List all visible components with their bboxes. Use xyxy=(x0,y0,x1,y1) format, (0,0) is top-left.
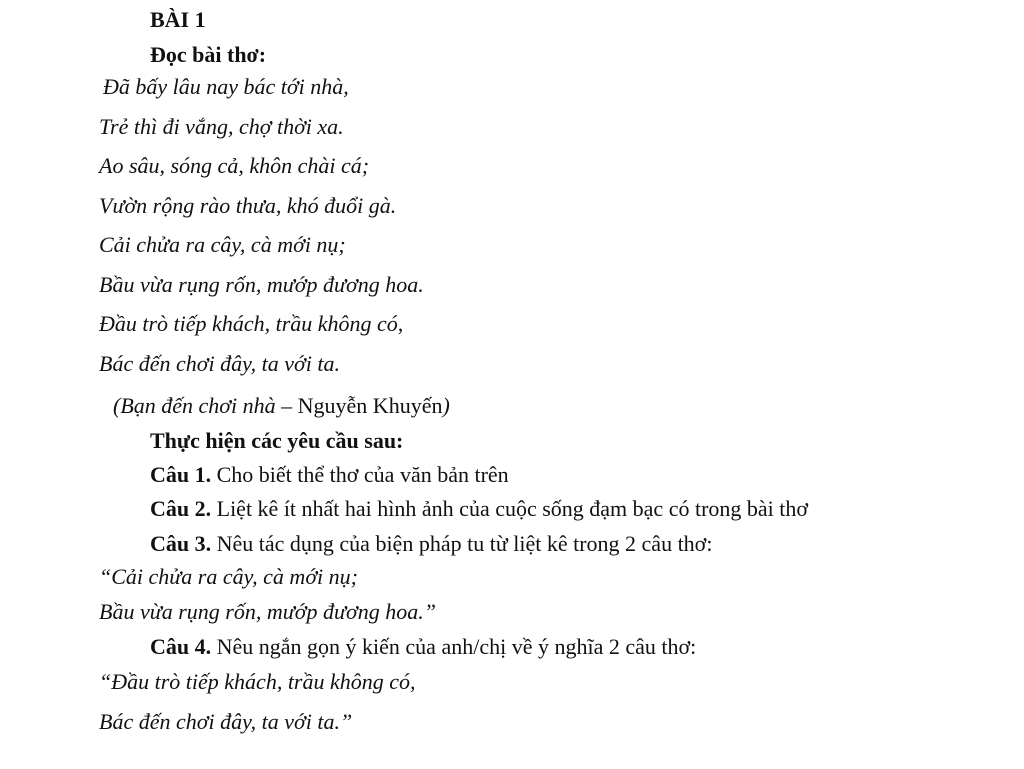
source-open: ( xyxy=(113,393,121,418)
poem-line: Đầu trò tiếp khách, trầu không có, xyxy=(99,311,404,336)
question-3 xyxy=(150,533,712,555)
read-heading: Đọc bài thơ: xyxy=(150,42,267,67)
source-author: Nguyễn Khuyến xyxy=(297,393,443,418)
question-label: Câu 4. xyxy=(150,634,212,659)
question-text: Liệt kê ít nhất hai hình ảnh của cuộc sống đạm bạc có trong bài thơ xyxy=(211,496,809,521)
source-work: Bạn đến chơi nhà xyxy=(120,393,276,418)
poem-line: Cải chửa ra cây, cà mới nụ; xyxy=(99,232,346,257)
poem-line: Trẻ thì đi vắng, chợ thời xa. xyxy=(99,114,344,139)
quote-line: Bác đến chơi đây, ta với ta.” xyxy=(99,709,353,734)
question-text: Cho biết thể thơ của văn bản trên xyxy=(211,462,509,487)
poem-line: Ao sâu, sóng cả, khôn chài cá; xyxy=(99,153,370,178)
poem-line: Đã bấy lâu nay bác tới nhà, xyxy=(103,74,349,99)
question-label: Câu 2. xyxy=(150,496,212,521)
question-4 xyxy=(150,636,696,658)
quote-line: “Đầu trò tiếp khách, trầu không có, xyxy=(99,669,416,694)
question-label: Câu 3. xyxy=(150,531,212,556)
question-text: Nêu tác dụng của biện pháp tu từ liệt kê trong 2 câu thơ: xyxy=(211,531,713,556)
source-sep: – xyxy=(275,393,298,418)
exercise-title: BÀI 1 xyxy=(150,7,206,32)
tasks-heading: Thực hiện các yêu cầu sau: xyxy=(150,428,404,453)
question-text: Nêu ngắn gọn ý kiến của anh/chị về ý nghĩa 2 câu thơ: xyxy=(211,634,697,659)
poem-source xyxy=(113,395,450,417)
question-1 xyxy=(150,464,509,486)
source-close: ) xyxy=(442,393,450,418)
poem-line: Bác đến chơi đây, ta với ta. xyxy=(99,351,340,376)
question-label: Câu 1. xyxy=(150,462,212,487)
poem-line: Bầu vừa rụng rốn, mướp đương hoa. xyxy=(99,272,424,297)
quote-line: “Cải chửa ra cây, cà mới nụ; xyxy=(99,564,358,589)
question-2 xyxy=(150,498,808,520)
quote-line: Bầu vừa rụng rốn, mướp đương hoa.” xyxy=(99,599,436,624)
poem-line: Vườn rộng rào thưa, khó đuổi gà. xyxy=(99,193,397,218)
